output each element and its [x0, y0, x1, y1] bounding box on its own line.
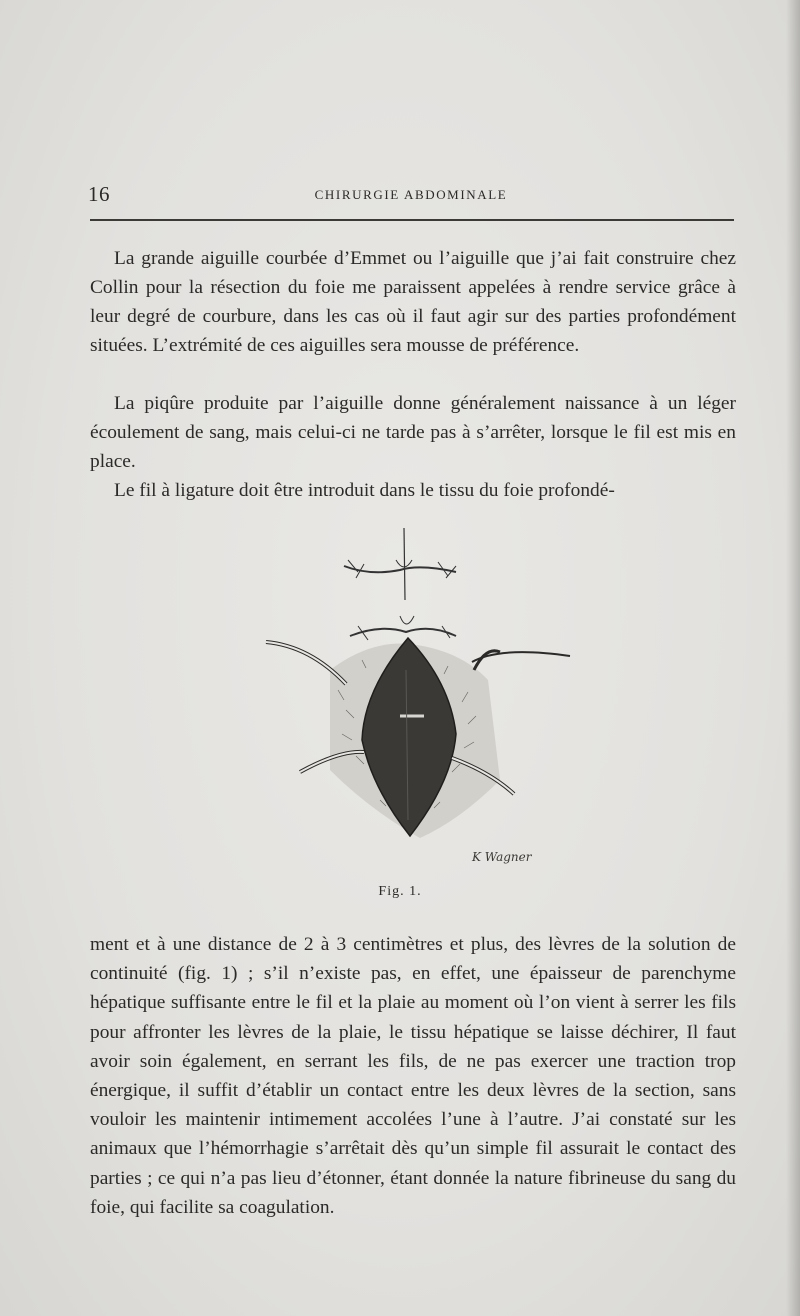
header-rule — [90, 219, 734, 221]
page-edge-shadow — [786, 0, 800, 1316]
paragraph: ment et à une distance de 2 à 3 centimètres et plus, des lèvres de la solution de continuité (fig. 1) ; s’il n’existe pas, en effet, une épaisseur de parenchyme hépatique suffisante entre le fil et la plaie au moment où l’on vient à serrer les fils pour affronter les lèvres de la plaie, le tissu hépatique se laisse déchirer, Il faut avoir soin également, en serrant les fils, de ne pas exercer une traction trop énergique, il suffit d’établir un contact entre les deux lèvres de la section, sans vouloir les maintenir intimement accolées l’une à l’autre. J’ai constaté sur les animaux que l’hémorrhagie s’arrêtait dès qu’un simple fil assurait le contact des parties ; ce qui n’a pas lieu d’étonner, étant donnée la nature fibrineuse du sang du foie, qui facilite sa coagulation. — [90, 934, 736, 1218]
running-title: CHIRURGIE ABDOMINALE — [314, 187, 508, 202]
running-head — [88, 182, 734, 212]
surgical-illustration — [260, 520, 580, 880]
figure-caption: Fig. 1. — [378, 884, 422, 899]
paragraph: La grande aiguille courbée d’Emmet ou l’aiguille que j’ai fait construire chez Collin pour la résection du foie me paraissent appelées à rendre service grâce à leur degré de courbure, dans les cas où il faut agir sur des parties profondément situées. L’extrémité de ces aiguilles sera mousse de préférence. — [90, 248, 736, 356]
page-number: 16 — [88, 182, 110, 206]
paragraph: Le fil à ligature doit être introduit dans le tissu du foie profondé- — [114, 480, 615, 501]
artist-signature: K Wagner — [472, 850, 532, 864]
liver-suture-drawing — [260, 520, 580, 880]
paragraph: La piqûre produite par l’aiguille donne généralement naissance à un léger écoulement de sang, mais celui-ci ne tarde pas à s’arrêter, lorsque le fil est mis en place. — [90, 393, 736, 472]
